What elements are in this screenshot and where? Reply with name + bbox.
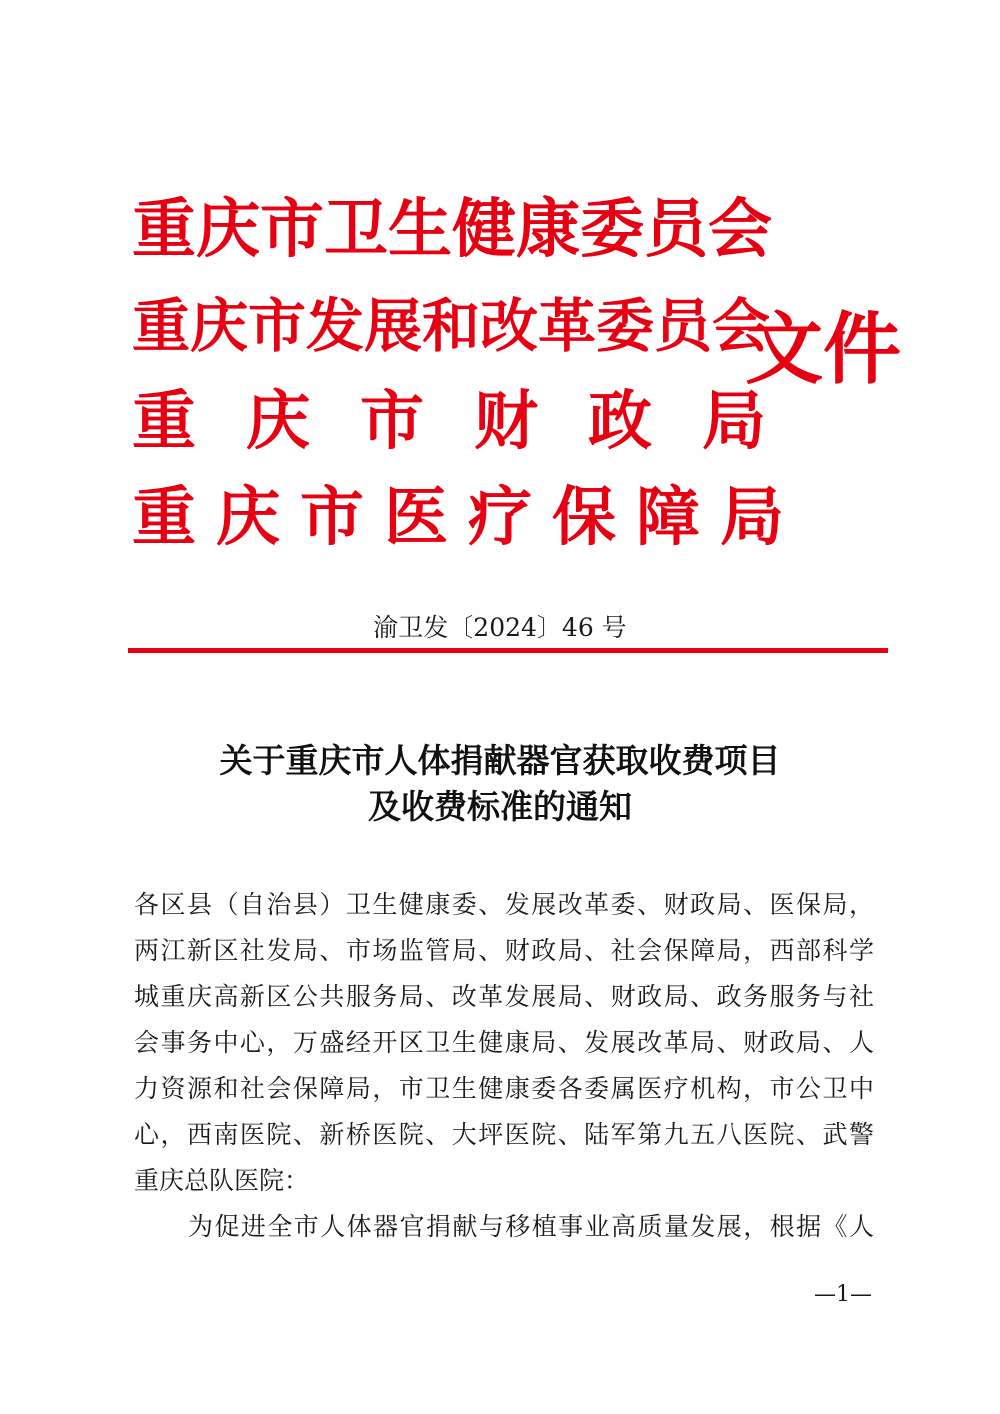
org-health-commission: 重庆市卫生健康委员会 xyxy=(132,193,772,267)
addressee-line: 各区县（自治县）卫生健康委、发展改革委、财政局、医保局， xyxy=(134,890,874,919)
document-title xyxy=(0,738,1000,830)
page-number: —1— xyxy=(814,1282,872,1307)
addressee-line: 心，西南医院、新桥医院、大坪医院、陆军第九五八医院、武警 xyxy=(134,1120,874,1149)
paragraph-start: 为促进全市人体器官捐献与移植事业高质量发展，根据《人 xyxy=(188,1212,874,1241)
org-finance-bureau: 重庆市财政局 xyxy=(132,385,816,459)
addressee-line: 两江新区社发局、市场监管局、财政局、社会保障局，西部科学 xyxy=(134,936,874,965)
document-number: 渝卫发〔2024〕46 号 xyxy=(373,613,627,642)
addressee-line: 力资源和社会保障局，市卫生健康委各委属医疗机构，市公卫中 xyxy=(134,1074,874,1103)
addressee-line: 重庆总队医院： xyxy=(134,1166,310,1195)
addressee-line: 会事务中心，万盛经开区卫生健康局、发展改革局、财政局、人 xyxy=(134,1028,874,1057)
issuing-organizations xyxy=(132,182,816,566)
title-line-1: 关于重庆市人体捐献器官获取收费项目 xyxy=(219,741,781,780)
document-body xyxy=(134,882,874,1250)
title-line-2: 及收费标准的通知 xyxy=(368,787,632,826)
addressee-line: 城重庆高新区公共服务局、改革发展局、财政局、政务服务与社 xyxy=(134,982,874,1011)
org-development-reform-commission: 重庆市发展和改革委员会 xyxy=(132,292,771,360)
org-medical-security-bureau: 重庆市医疗保障局 xyxy=(132,481,804,555)
red-divider-line xyxy=(128,648,888,653)
document-suffix: 文件 xyxy=(745,305,902,395)
